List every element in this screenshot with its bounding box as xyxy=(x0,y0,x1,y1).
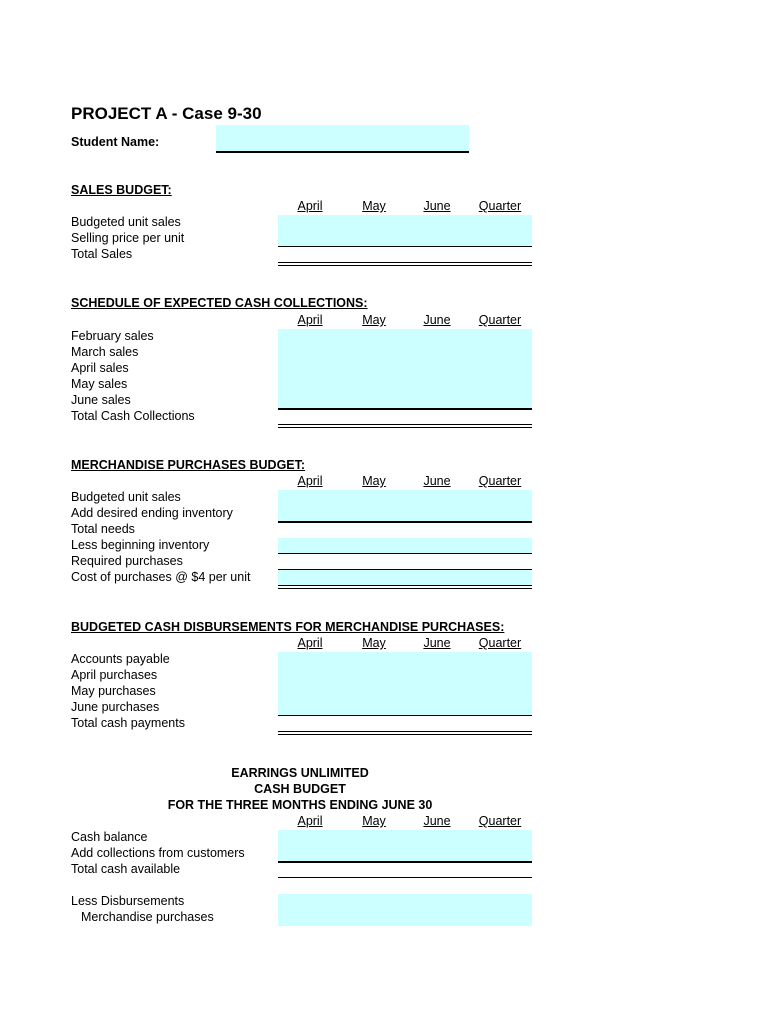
col-header-may: May xyxy=(362,199,386,213)
row-label: Total Sales xyxy=(71,247,133,261)
row-label: Budgeted unit sales xyxy=(71,490,181,504)
row-label: Accounts payable xyxy=(71,652,170,666)
col-header-may: May xyxy=(362,313,386,327)
purchases-input-area-3[interactable] xyxy=(278,570,532,585)
purchases-budget-heading: MERCHANDISE PURCHASES BUDGET: xyxy=(71,458,306,472)
purchases-input-area-1[interactable] xyxy=(278,490,532,521)
divider xyxy=(278,861,532,863)
company-name: EARRINGS UNLIMITED xyxy=(231,766,369,780)
divider xyxy=(278,521,532,523)
sales-budget-heading: SALES BUDGET: xyxy=(71,183,172,197)
col-header-june: June xyxy=(423,199,451,213)
col-header-april: April xyxy=(297,814,323,828)
divider xyxy=(278,553,532,554)
row-label: Total needs xyxy=(71,522,135,536)
cash-budget-input-area-1[interactable] xyxy=(278,830,532,861)
row-label: February sales xyxy=(71,329,154,343)
divider xyxy=(278,569,532,570)
less-disbursements-label: Less Disbursements xyxy=(71,894,185,908)
row-label: Required purchases xyxy=(71,554,183,568)
row-label: June purchases xyxy=(71,700,160,714)
row-label: Total Cash Collections xyxy=(71,409,195,423)
row-label: April sales xyxy=(71,361,129,375)
row-label: Add collections from customers xyxy=(71,846,245,860)
col-header-quarter: Quarter xyxy=(478,313,522,327)
double-underline xyxy=(278,262,532,266)
row-label: May purchases xyxy=(71,684,156,698)
row-label: Total cash payments xyxy=(71,716,185,730)
row-label: March sales xyxy=(71,345,139,359)
row-label: Cash balance xyxy=(71,830,148,844)
row-label: May sales xyxy=(71,377,128,391)
cash-budget-input-area-2[interactable] xyxy=(278,894,532,926)
col-header-april: April xyxy=(297,636,323,650)
disbursements-input-area[interactable] xyxy=(278,652,532,715)
col-header-may: May xyxy=(362,474,386,488)
cash-collections-heading: SCHEDULE OF EXPECTED CASH COLLECTIONS: xyxy=(71,296,368,310)
row-label: April purchases xyxy=(71,668,158,682)
student-name-label: Student Name: xyxy=(71,135,160,149)
collections-input-area[interactable] xyxy=(278,329,532,408)
row-label: Add desired ending inventory xyxy=(71,506,233,520)
col-header-june: June xyxy=(423,313,451,327)
divider xyxy=(278,715,532,716)
row-label: Total cash available xyxy=(71,862,181,876)
col-header-april: April xyxy=(297,199,323,213)
double-underline xyxy=(278,585,532,589)
col-header-quarter: Quarter xyxy=(478,636,522,650)
cash-budget-period: FOR THE THREE MONTHS ENDING JUNE 30 xyxy=(167,798,433,812)
cash-budget-title: CASH BUDGET xyxy=(254,782,346,796)
row-label: Budgeted unit sales xyxy=(71,215,181,229)
disbursements-heading: BUDGETED CASH DISBURSEMENTS FOR MERCHANDISE PURCHASES: xyxy=(71,620,505,634)
col-header-june: June xyxy=(423,814,451,828)
divider xyxy=(278,877,532,878)
student-name-field[interactable] xyxy=(216,125,469,153)
col-header-june: June xyxy=(423,636,451,650)
row-label: Less beginning inventory xyxy=(71,538,210,552)
double-underline xyxy=(278,731,532,735)
divider xyxy=(278,408,532,410)
row-label: Selling price per unit xyxy=(71,231,185,245)
col-header-june: June xyxy=(423,474,451,488)
col-header-quarter: Quarter xyxy=(478,199,522,213)
merchandise-purchases-label: Merchandise purchases xyxy=(81,910,214,924)
col-header-may: May xyxy=(362,636,386,650)
col-header-may: May xyxy=(362,814,386,828)
row-label: Cost of purchases @ $4 per unit xyxy=(71,570,251,584)
col-header-quarter: Quarter xyxy=(478,474,522,488)
col-header-april: April xyxy=(297,313,323,327)
col-header-april: April xyxy=(297,474,323,488)
purchases-input-area-2[interactable] xyxy=(278,538,532,553)
divider xyxy=(278,246,532,247)
sales-input-area[interactable] xyxy=(278,215,532,246)
col-header-quarter: Quarter xyxy=(478,814,522,828)
double-underline xyxy=(278,424,532,428)
row-label: June sales xyxy=(71,393,131,407)
page-title: PROJECT A - Case 9-30 xyxy=(71,104,262,123)
